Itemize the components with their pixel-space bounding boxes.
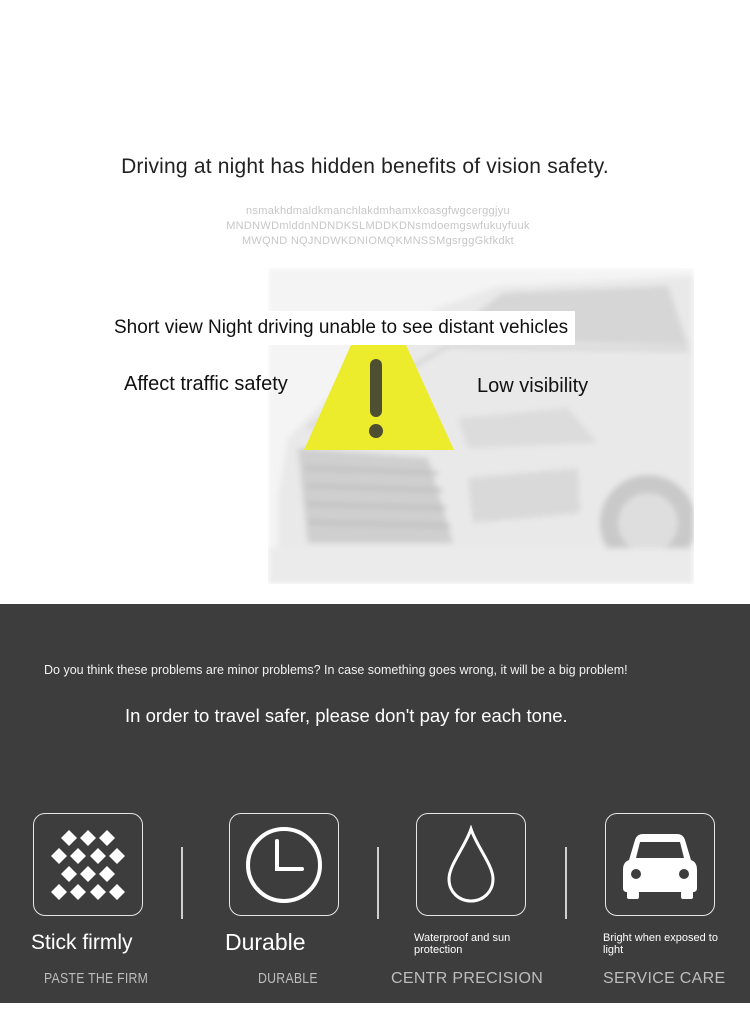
- feature-subtitle: SERVICE CARE: [603, 970, 726, 987]
- feature-icon-box: [33, 813, 143, 916]
- hero-headline: Driving at night has hidden benefits of vision safety.: [121, 155, 609, 178]
- feature-title: Bright when exposed to light: [603, 932, 718, 956]
- water-drop-icon: [443, 825, 499, 905]
- feature-icon-box: [416, 813, 526, 916]
- affect-safety-label: Affect traffic safety: [124, 373, 288, 395]
- faint-text-line: nsmakhdmaldkmanchlakdmhamxkoasgfwgcerggjyu: [246, 205, 510, 217]
- feature-subtitle: DURABLE: [258, 970, 318, 987]
- faint-text-line: MNDNWDmlddnNDNDKSLMDDKDNsmdoemgswfukuyfuuk: [226, 220, 530, 232]
- car-icon: [621, 830, 699, 900]
- clock-icon: [244, 825, 324, 905]
- low-visibility-label: Low visibility: [477, 375, 589, 397]
- divider: [181, 847, 183, 919]
- short-view-label: Short view Night driving unable to see distant vehicles: [107, 311, 575, 345]
- feature-title: Durable: [225, 929, 306, 955]
- feature-icon-box: [605, 813, 715, 916]
- diamond-grid-icon: [51, 828, 125, 902]
- feature-title: Stick firmly: [31, 931, 133, 954]
- faint-text-line: MWQND NQJNDWKDNIOMQKMNSSMgsrggGkfkdkt: [241, 235, 515, 247]
- divider: [377, 847, 379, 919]
- warning-triangle-icon: [296, 345, 456, 450]
- divider: [565, 847, 567, 919]
- problem-question: Do you think these problems are minor problems? In case something goes wrong, it will be a big problem!: [44, 663, 628, 677]
- feature-subtitle: CENTR PRECISION: [391, 970, 544, 987]
- bottom-strip: [0, 1003, 750, 1015]
- feature-title: Waterproof and sun protection: [414, 932, 511, 956]
- safety-statement: In order to travel safer, please don't pay for each tone.: [125, 705, 568, 726]
- feature-subtitle: PASTE THE FIRM: [44, 970, 149, 987]
- feature-icon-box: [229, 813, 339, 916]
